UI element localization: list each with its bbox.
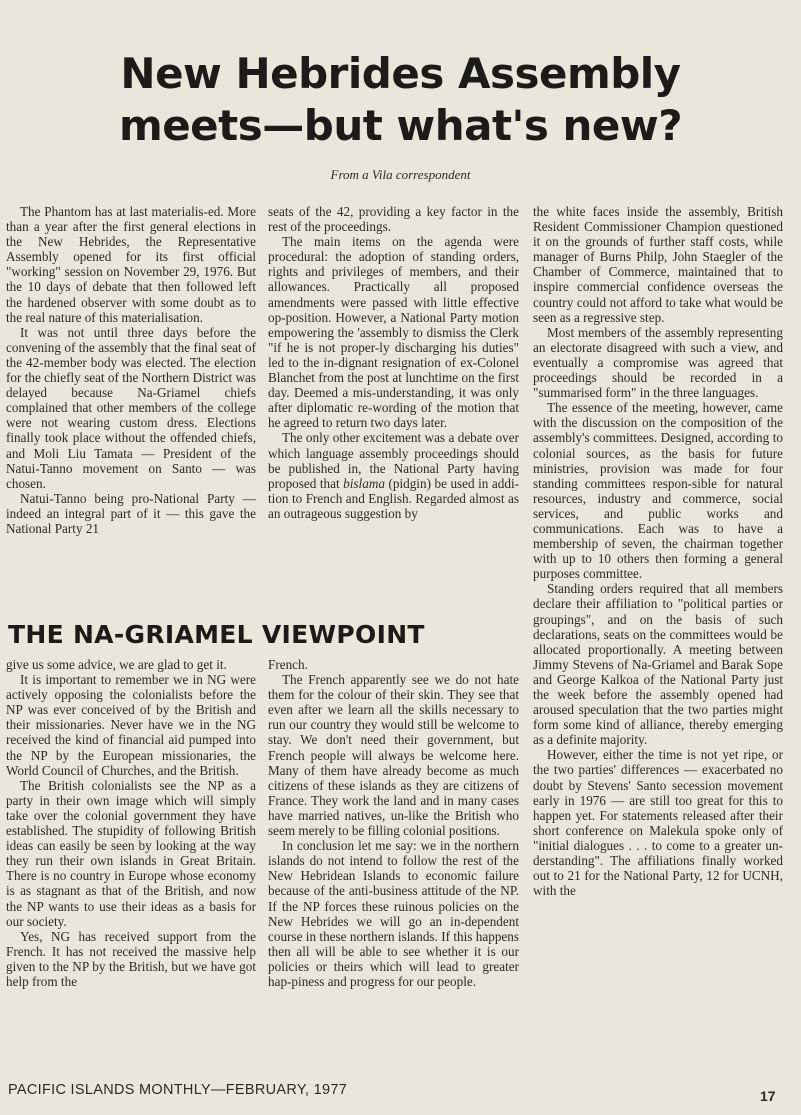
paragraph: It is important to remember we in NG were actively opposing the colonialists before the NP was ever conceived of by the British and their missionaries. Never have we in the NG received the kind of financial aid pumped into the NP by the European missionaries, the World Council of Churches, and the British.	[6, 672, 256, 778]
paragraph: give us some advice, we are glad to get it.	[6, 657, 227, 672]
article-column-3	[533, 204, 783, 898]
italic-term: bislama	[343, 475, 385, 491]
paragraph: the white faces inside the assembly, British Resident Commissioner Champion questioned it on the grounds of further staff costs, while manager of Burns Philp, John Staegler of the Chamber of Commerce, maintained that to inspire commercial confidence overseas the country could not afford to take what would be seen as a regressive step.	[533, 204, 783, 325]
paragraph: It was not until three days before the convening of the assembly that the final seat of the 42-member body was elected. The election for the chiefly seat of the Northern District was delayed because Na-Griamel chiefs complained that other members of the college were not wearing custom dress. Elections finally took place without the offended chiefs, and Moli Liu Tamata — President of the Natui-Tanno movement on Santo — was chosen.	[6, 324, 256, 491]
page-number: 17	[760, 1088, 776, 1104]
paragraph: However, either the time is not yet ripe, or the two parties' differences — exacerbated no doubt by Stevens' Santo secession movement early in 1976 — are still too great for this to happen yet. For statements released after their short conference on Malekula spoke only of "initial dialogues . . . to come to a greater un-derstanding". The affiliations finally worked out to 21 for the National Party, 12 for UCNH, with the	[533, 747, 783, 899]
article-byline: From a Vila correspondent	[330, 167, 471, 182]
paragraph: Most members of the assembly representing an electorate disagreed with such a view, and eventually a compromise was agreed that proceedings should be recorded in a "summarised form" in the three languages.	[533, 324, 783, 401]
sidebar-column-2	[268, 657, 519, 989]
paragraph: The main items on the agenda were procedural: the adoption of standing orders, rights and privileges of members, and their allowances. Practically all proposed amendments were passed with little effective op-position. However, a National Party motion empowering the 'assembly to dismiss the Clerk "if he is not proper-ly discharging his duties" led to the in-dignant resignation of ex-Colonel Blanchet from the post at lunchtime on the first day. Deemed a mis-understanding, it was only after diplomatic re-wording of the motion that he agreed to return two days later.	[268, 234, 519, 431]
paragraph: Standing orders required that all members declare their affiliation to "political parties or groupings", and on the basis of such declarations, seats on the committees would be allocated proportionally. A meeting between Jimmy Stevens of Na-Griamel and Barak Sope and George Kalkoa of the National Party just the week before the assembly opened had aroused speculation that the two parties might form some kind of alliance, thereby emerging as a definite majority.	[533, 581, 783, 748]
paragraph: seats of the 42, providing a key factor in the rest of the proceedings.	[268, 204, 519, 235]
article-column-1	[6, 204, 256, 536]
paragraph: The British colonialists see the NP as a party in their own image which will simply take over the colonial government they have established. The stupidity of following British ideas can easily be seen by looking at the way they run their own islands in Great Britain. There is no country in Europe whose economy is as stagnant as that of the British, and now the NP wants to use their ideas as a basis for our society.	[6, 777, 256, 929]
paragraph: The French apparently see we do not hate them for the colour of their skin. They see that even after we learn all the skills necessary to run our country they would still be welcome to stay. We don't need their government, but French people will always be welcome here. Many of them have already become as much citizens of these islands as they are citizens of France. They work the land and in many cases have married natives, un-like the British who seem merely to be filling colonial positions.	[268, 672, 519, 839]
article-headline	[0, 48, 801, 152]
sidebar-heading: THE NA-GRIAMEL VIEWPOINT	[8, 620, 425, 649]
paragraph: The essence of the meeting, however, came with the discussion on the composition of the assembly's committees. Designed, according to colonial sources, as the basis for future ministries, provision was made for four standing committees respon-sible for natural resources, industry and commerce, social services, and public works and communications. Each was to have a membership of seven, the chairman together with up to 10 others then forming a general purposes committee.	[533, 400, 783, 582]
paragraph: Yes, NG has received support from the French. It has not received the massive help given to the NP by the British, but we have got help from the	[6, 928, 256, 989]
paragraph: French.	[268, 657, 308, 672]
paragraph: The Phantom has at last materialis-ed. More than a year after the first general elections in the New Hebrides, the Representative Assembly opened for its first official "working" session on November 29, 1976. But the 10 days of debate that then followed left the hardened observer with some doubt as to the real nature of this materialisation.	[6, 204, 256, 325]
publication-footer: PACIFIC ISLANDS MONTHLY—FEBRUARY, 1977	[8, 1082, 348, 1098]
headline-line-1: New Hebrides Assembly	[120, 49, 681, 98]
paragraph	[268, 430, 519, 521]
paragraph: In conclusion let me say: we in the northern islands do not intend to follow the rest of the New Hebridean Islands to economic failure because of the anti-business attitude of the NP. If the NP forces these ruinous policies on the New Hebrides we will go an in-dependent course in these northern islands. If this happens then all will be able to see whether it is our policies or theirs which will lead to greater hap-piness and progress for our people.	[268, 838, 519, 989]
text-run: The only other excitement was a debate over which language assembly proceedings should be published in, the National Party having proposed that	[268, 430, 519, 491]
paragraph: Natui-Tanno being pro-National Party — indeed an integral part of it — this gave the National Party 21	[6, 490, 256, 536]
sidebar-column-1	[6, 657, 256, 989]
article-column-2	[268, 204, 519, 521]
headline-line-2: meets—but what's new?	[118, 101, 683, 150]
text-run: (pidgin) be used in addi-tion to French and English. Regarded almost as an outrageous suggestion by	[268, 475, 520, 521]
